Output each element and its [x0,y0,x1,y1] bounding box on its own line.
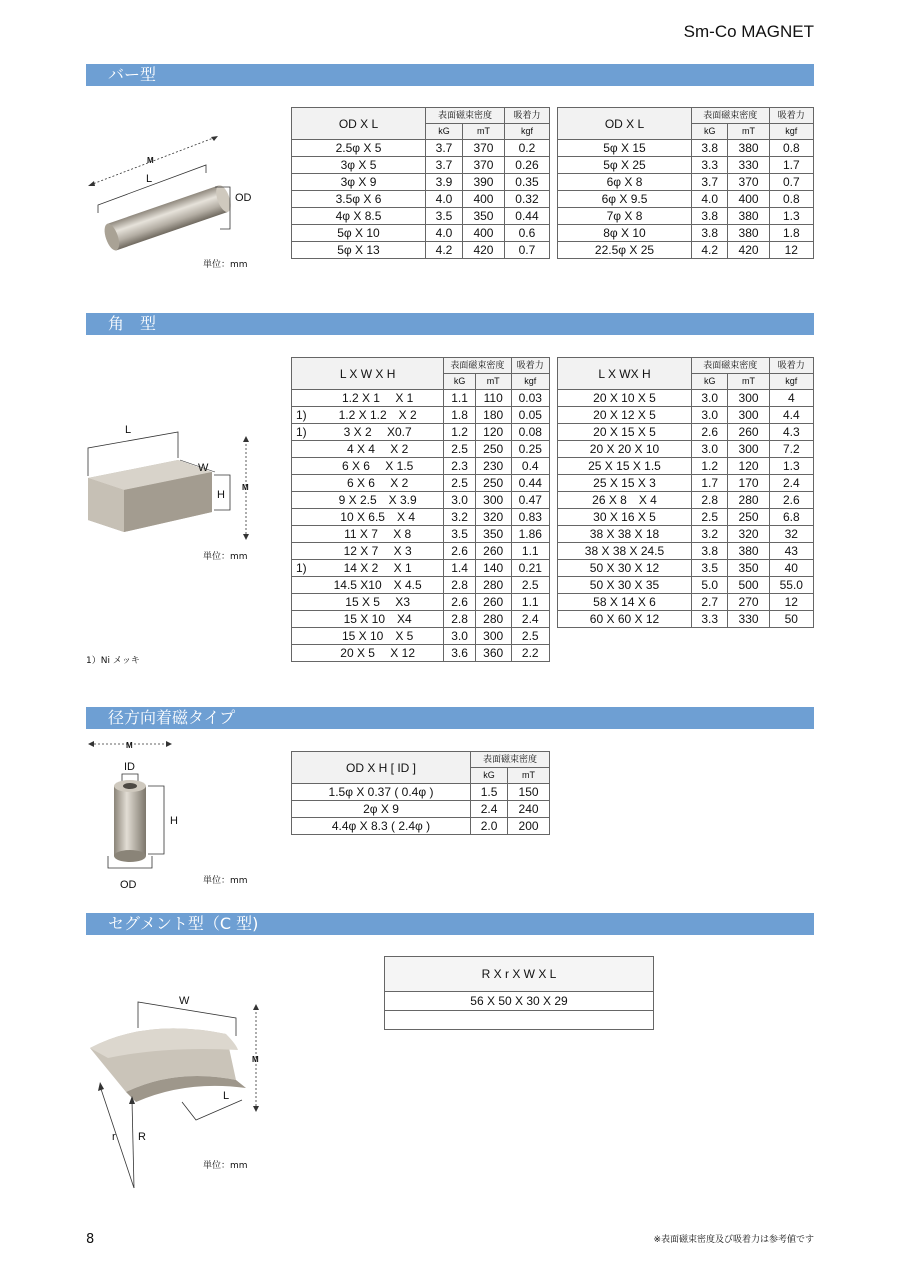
table-row: 56 X 50 X 30 X 29 [385,992,654,1011]
dim-W-label-segment: W [179,995,190,1007]
table-row [385,1011,654,1030]
segment-col-header: R X r X W X L [385,957,654,992]
dim-H-label: H [217,489,225,501]
table-row: 20 X 15 X 5 2.6 260 4.3 [558,424,814,441]
dim-W-label: W [198,462,209,474]
reference-note: ※表面磁束密度及び吸着力は参考値です [653,1235,814,1245]
dim-ID-label: ID [124,761,135,773]
table-row: 5φ X 15 3.8 380 0.8 [558,140,814,157]
unit-label-segment: 単位：mm [203,1161,248,1171]
dim-r-label: r [112,1131,116,1143]
block-table-1: L X W X H 表面磁束密度 吸着力 kG mT kgf 1.2 X 1 X 1 1.1 110 0.03 1) 1.2 X 1.2 X 2 1.8 180 0.05 1) 3 X 2 X0.7 1.2 120 0.08 4 X 4 X 2 2.5 250 0.25 6 X 6 X 1.5 2.3 230 0.4 6 X 6 X 2 2.5 250 0.44 9 X 2.5 X 3.9 3.0 300 0.47 10 X 6.5 X 4 3.2 320 0.83 11 X 7 X 8 3.5 350 1.86 12 X 7 X 3 2.6 260 1.1 1) 14 X 2 X 1 1.4 140 0.21 14.5 X10 X 4.5 2.8 280 2.5 15 X 5 X3 2.6 260 1.1 15 X 10 X4 2.8 280 2.4 15 X 10 X 5 3.0 300 2.5 20 X 5 X 12 3.6 360 2.2 [291,357,550,662]
table-row: 5φ X 25 3.3 330 1.7 [558,157,814,174]
table-row: 15 X 10 X 5 3.0 300 2.5 [292,628,550,645]
dim-M-label: M [147,156,154,165]
table-row: 38 X 38 X 18 3.2 320 32 [558,526,814,543]
unit-label-radial: 単位：mm [203,876,248,886]
table-row: 20 X 5 X 12 3.6 360 2.2 [292,645,550,662]
dim-OD-label-radial: OD [120,879,137,891]
table-row: 5φ X 10 4.0 400 0.6 [292,225,550,242]
table-row: 1.5φ X 0.37 ( 0.4φ ) 1.5 150 [292,784,550,801]
col-force: 吸着力 [504,108,549,124]
table-row: 15 X 10 X4 2.8 280 2.4 [292,611,550,628]
section-title-block: 角 型 [86,313,814,335]
unit-label-block: 単位：mm [203,552,248,562]
section-title-segment: セグメント型（C 型) [86,913,814,935]
table-row: 20 X 20 X 10 3.0 300 7.2 [558,441,814,458]
table-row: 20 X 10 X 5 3.0 300 4 [558,390,814,407]
table-row: 25 X 15 X 1.5 1.2 120 1.3 [558,458,814,475]
table-row: 20 X 12 X 5 3.0 300 4.4 [558,407,814,424]
col-od-x-l: OD X L [292,108,426,140]
table-row: 38 X 38 X 24.5 3.8 380 43 [558,543,814,560]
dim-M-label-block: M [242,483,249,492]
table-row: 30 X 16 X 5 2.5 250 6.8 [558,509,814,526]
table-row: 7φ X 8 3.8 380 1.3 [558,208,814,225]
table-row: 11 X 7 X 8 3.5 350 1.86 [292,526,550,543]
table-row: 26 X 8 X 4 2.8 280 2.6 [558,492,814,509]
table-row: 14.5 X10 X 4.5 2.8 280 2.5 [292,577,550,594]
dim-R-label: R [138,1131,146,1143]
table-row: 3.5φ X 6 4.0 400 0.32 [292,191,550,208]
table-row: 2.5φ X 5 3.7 370 0.2 [292,140,550,157]
table-row: 58 X 14 X 6 2.7 270 12 [558,594,814,611]
unit-label-bar: 単位：mm [203,260,248,270]
table-row: 25 X 15 X 3 1.7 170 2.4 [558,475,814,492]
dim-OD-label: OD [235,192,252,204]
table-row: 10 X 6.5 X 4 3.2 320 0.83 [292,509,550,526]
table-row: 22.5φ X 25 4.2 420 12 [558,242,814,259]
table-row: 4.4φ X 8.3 ( 2.4φ ) 2.0 200 [292,818,550,835]
bar-table-1: OD X L 表面磁束密度 吸着力 kG mT kgf 2.5φ X 5 3.7 370 0.2 3φ X 5 3.7 370 0.26 3φ X 9 3.9 390 0.35 3.5φ X 6 4.0 400 0.32 4φ X 8.5 3.5 350 0.44 5φ X 10 4.0 400 0.6 5φ X 13 4.2 420 0.7 [291,107,550,259]
table-row: 50 X 30 X 35 5.0 500 55.0 [558,577,814,594]
table-row: 6φ X 9.5 4.0 400 0.8 [558,191,814,208]
table-row: 1) 1.2 X 1.2 X 2 1.8 180 0.05 [292,407,550,424]
table-row: 6φ X 8 3.7 370 0.7 [558,174,814,191]
table-row: 5φ X 13 4.2 420 0.7 [292,242,550,259]
col-flux: 表面磁束密度 [426,108,505,124]
section-title-bar: バー型 [86,64,814,86]
table-row: 6 X 6 X 1.5 2.3 230 0.4 [292,458,550,475]
table-row: 1) 3 X 2 X0.7 1.2 120 0.08 [292,424,550,441]
table-row: 6 X 6 X 2 2.5 250 0.44 [292,475,550,492]
dim-M-label-radial: M [126,741,133,750]
table-row: 1) 14 X 2 X 1 1.4 140 0.21 [292,560,550,577]
table-row: 3φ X 9 3.9 390 0.35 [292,174,550,191]
table-row: 12 X 7 X 3 2.6 260 1.1 [292,543,550,560]
table-row: 4φ X 8.5 3.5 350 0.44 [292,208,550,225]
page-number: 8 [86,1232,95,1247]
bar-magnet-diagram [80,125,270,265]
table-row: 3φ X 5 3.7 370 0.26 [292,157,550,174]
page-header-title: Sm-Co MAGNET [683,22,814,41]
segment-table [384,956,654,1030]
dim-L-label-segment: L [223,1090,230,1102]
table-row: 8φ X 10 3.8 380 1.8 [558,225,814,242]
table-row: 50 X 30 X 12 3.5 350 40 [558,560,814,577]
bar-table-2: OD X L 表面磁束密度 吸着力 kG mT kgf 5φ X 15 3.8 380 0.8 5φ X 25 3.3 330 1.7 6φ X 8 3.7 370 0.7 6φ X 9.5 4.0 400 0.8 7φ X 8 3.8 380 1.3 8φ X 10 3.8 380 1.8 22.5φ X 25 4.2 420 12 [557,107,814,259]
table-row: 1.2 X 1 X 1 1.1 110 0.03 [292,390,550,407]
footnote-ni: 1）Ni メッキ [86,656,140,666]
dim-H-label: H [170,815,178,827]
table-row: 15 X 5 X3 2.6 260 1.1 [292,594,550,611]
block-magnet-diagram [80,420,270,550]
block-table-2: L X WX H 表面磁束密度 吸着力 kG mT kgf 20 X 10 X 5 3.0 300 4 20 X 12 X 5 3.0 300 4.4 20 X 15 X 5 2.6 260 4.3 20 X 20 X 10 3.0 300 7.2 25 X 15 X 1.5 1.2 120 1.3 25 X 15 X 3 1.7 170 2.4 26 X 8 X 4 2.8 280 2.6 30 X 16 X 5 2.5 250 6.8 38 X 38 X 18 3.2 320 32 38 X 38 X 24.5 3.8 380 43 50 X 30 X 12 3.5 350 40 50 X 30 X 35 5.0 500 55.0 58 X 14 X 6 2.7 270 12 60 X 60 X 12 3.3 330 50 [557,357,814,628]
radial-table: OD X H [ ID ] 表面磁束密度 kG mT 1.5φ X 0.37 ( 0.4φ ) 1.5 150 2φ X 9 2.4 240 4.4φ X 8.3 ( 2.4φ ) 2.0 200 [291,751,550,835]
dim-M-label-segment: M [252,1055,259,1064]
table-row: 2φ X 9 2.4 240 [292,801,550,818]
section-title-radial: 径方向着磁タイプ [86,707,814,729]
table-row: 4 X 4 X 2 2.5 250 0.25 [292,441,550,458]
table-row: 60 X 60 X 12 3.3 330 50 [558,611,814,628]
table-row: 9 X 2.5 X 3.9 3.0 300 0.47 [292,492,550,509]
dim-L-label: L [146,173,153,185]
dim-L-label-block: L [125,424,132,436]
